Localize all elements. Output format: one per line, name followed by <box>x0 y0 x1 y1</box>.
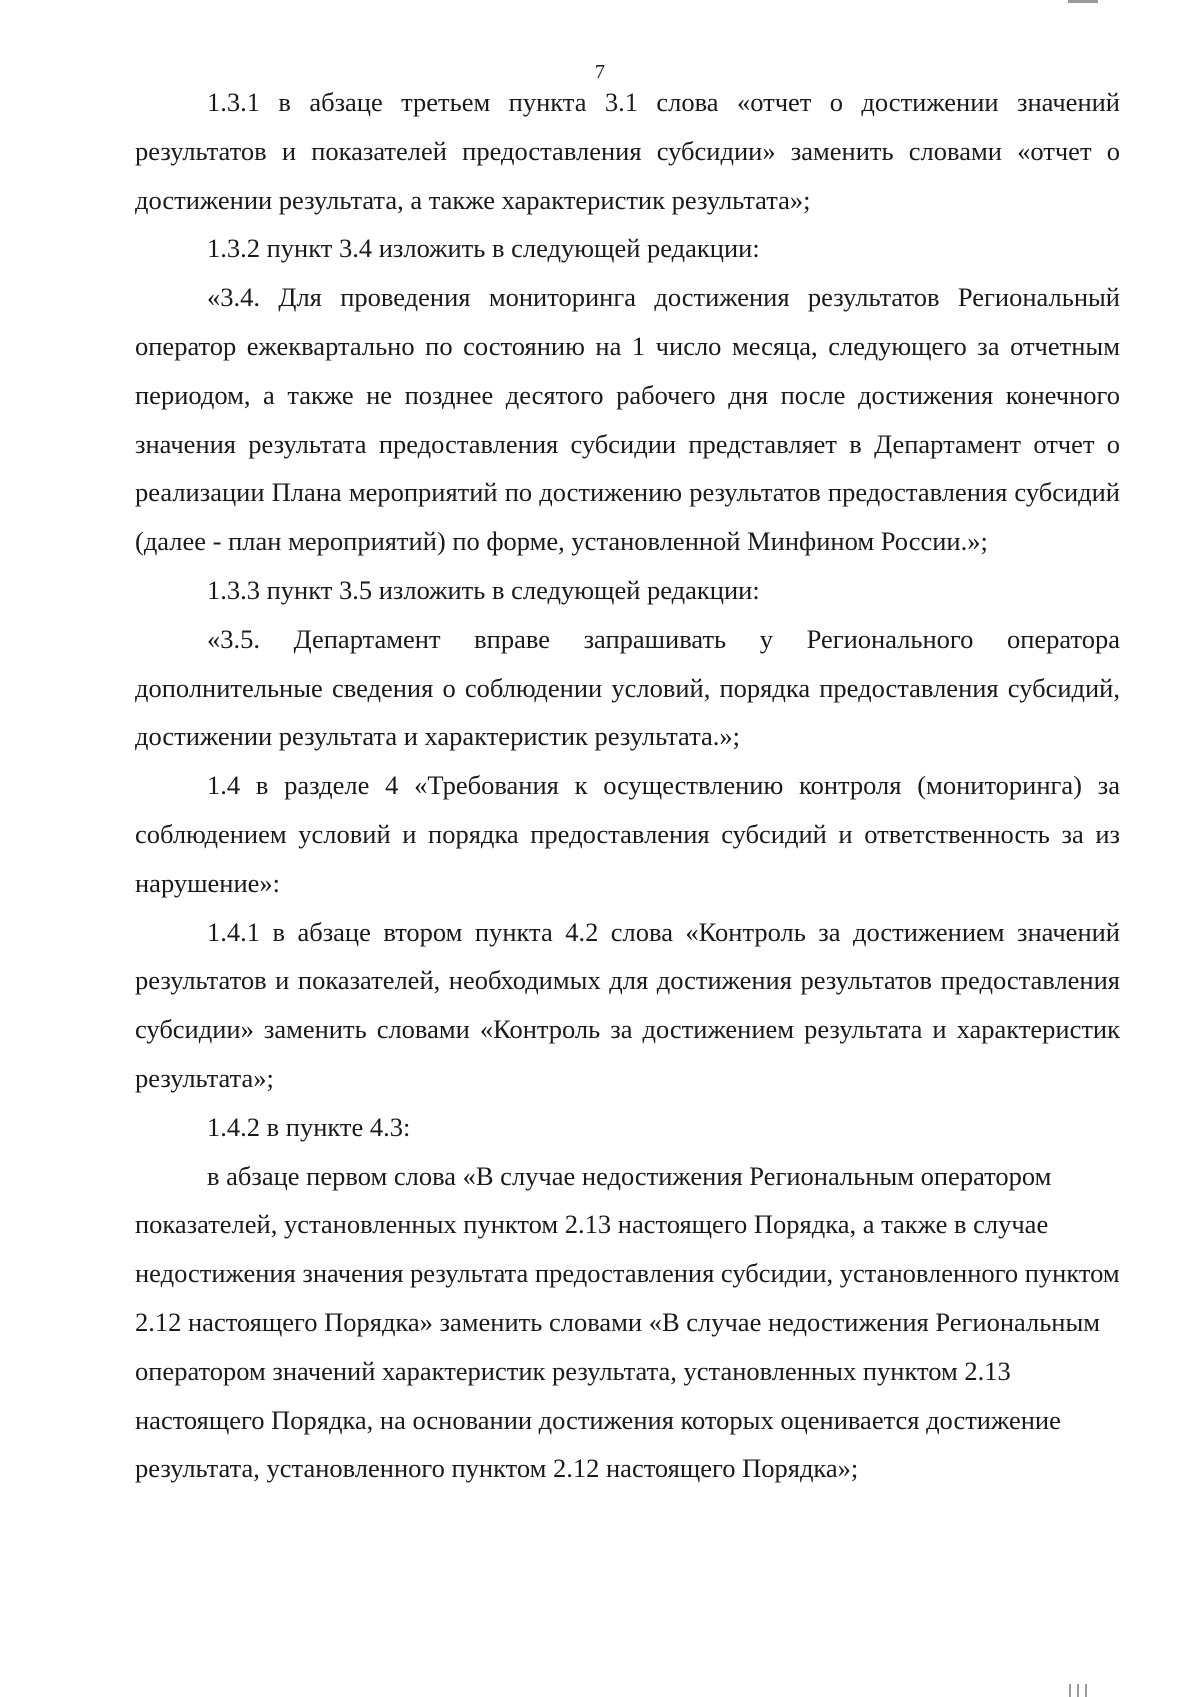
paragraph-1-3-3: 1.3.3 пункт 3.5 изложить в следующей редакции: <box>207 574 760 605</box>
paragraph-1-4-1: 1.4.1 в абзаце втором пункта 4.2 слова «Контроль за достижением значений результатов и показателей, необходимых для достижения результатов предоставления субсидии» заменить словами «Контроль за достижением результата и характеристик результата»; <box>135 916 1120 1093</box>
document-body <box>135 78 1120 1493</box>
scan-mark-top-right <box>1068 0 1098 3</box>
scan-mark-bottom-right-2 <box>1077 1684 1079 1697</box>
paragraph-1-4: 1.4 в разделе 4 «Требования к осуществлению контроля (мониторинга) за соблюдением условий и порядка предоставления субсидий и ответственность за из нарушение»: <box>135 770 1120 898</box>
paragraph-3-5-text: «3.5. Департамент вправе запрашивать у Регионального оператора дополнительные сведения о соблюдении условий, порядка предоставления субсидий, достижении результата и характеристик результата.»; <box>135 623 1120 752</box>
page-number: 7 <box>595 61 605 83</box>
paragraph-1-3-2: 1.3.2 пункт 3.4 изложить в следующей редакции: <box>207 233 760 264</box>
paragraph-1-3-1: 1.3.1 в абзаце третьем пункта 3.1 слова «отчет о достижении значений результатов и показателей предоставления субсидии» заменить словами «отчет о достижении результата, а также характеристик результата»; <box>135 87 1120 215</box>
scan-mark-bottom-right-1 <box>1069 1684 1071 1697</box>
scan-mark-bottom-right-3 <box>1085 1684 1087 1697</box>
paragraph-4-3-first-abzac: в абзаце первом слова «В случае недостижения Региональным оператором показателей, установленных пунктом 2.13 настоящего Порядка, а также в случае недостижения значения результата предоставления субсидии, установленного пунктом 2.12 настоящего Порядка» заменить словами «В случае недостижения Региональным оператором значений характеристик результата, установленных пунктом 2.13 настоящего Порядка, на основании достижения которых оценивается достижение результата, установленного пунктом 2.12 настоящего Порядка»; <box>135 1160 1120 1484</box>
paragraph-3-4-text: «3.4. Для проведения мониторинга достижения результатов Региональный оператор ежеквартально по состоянию на 1 число месяца, следующего за отчетным периодом, а также не позднее десятого рабочего дня после достижения конечного значения результата предоставления субсидии представляет в Департамент отчет о реализации Плана мероприятий по достижению результатов предоставления субсидий (далее - план мероприятий) по форме, установленной Минфином России.»; <box>135 282 1120 557</box>
paragraph-1-4-2: 1.4.2 в пункте 4.3: <box>207 1111 411 1142</box>
